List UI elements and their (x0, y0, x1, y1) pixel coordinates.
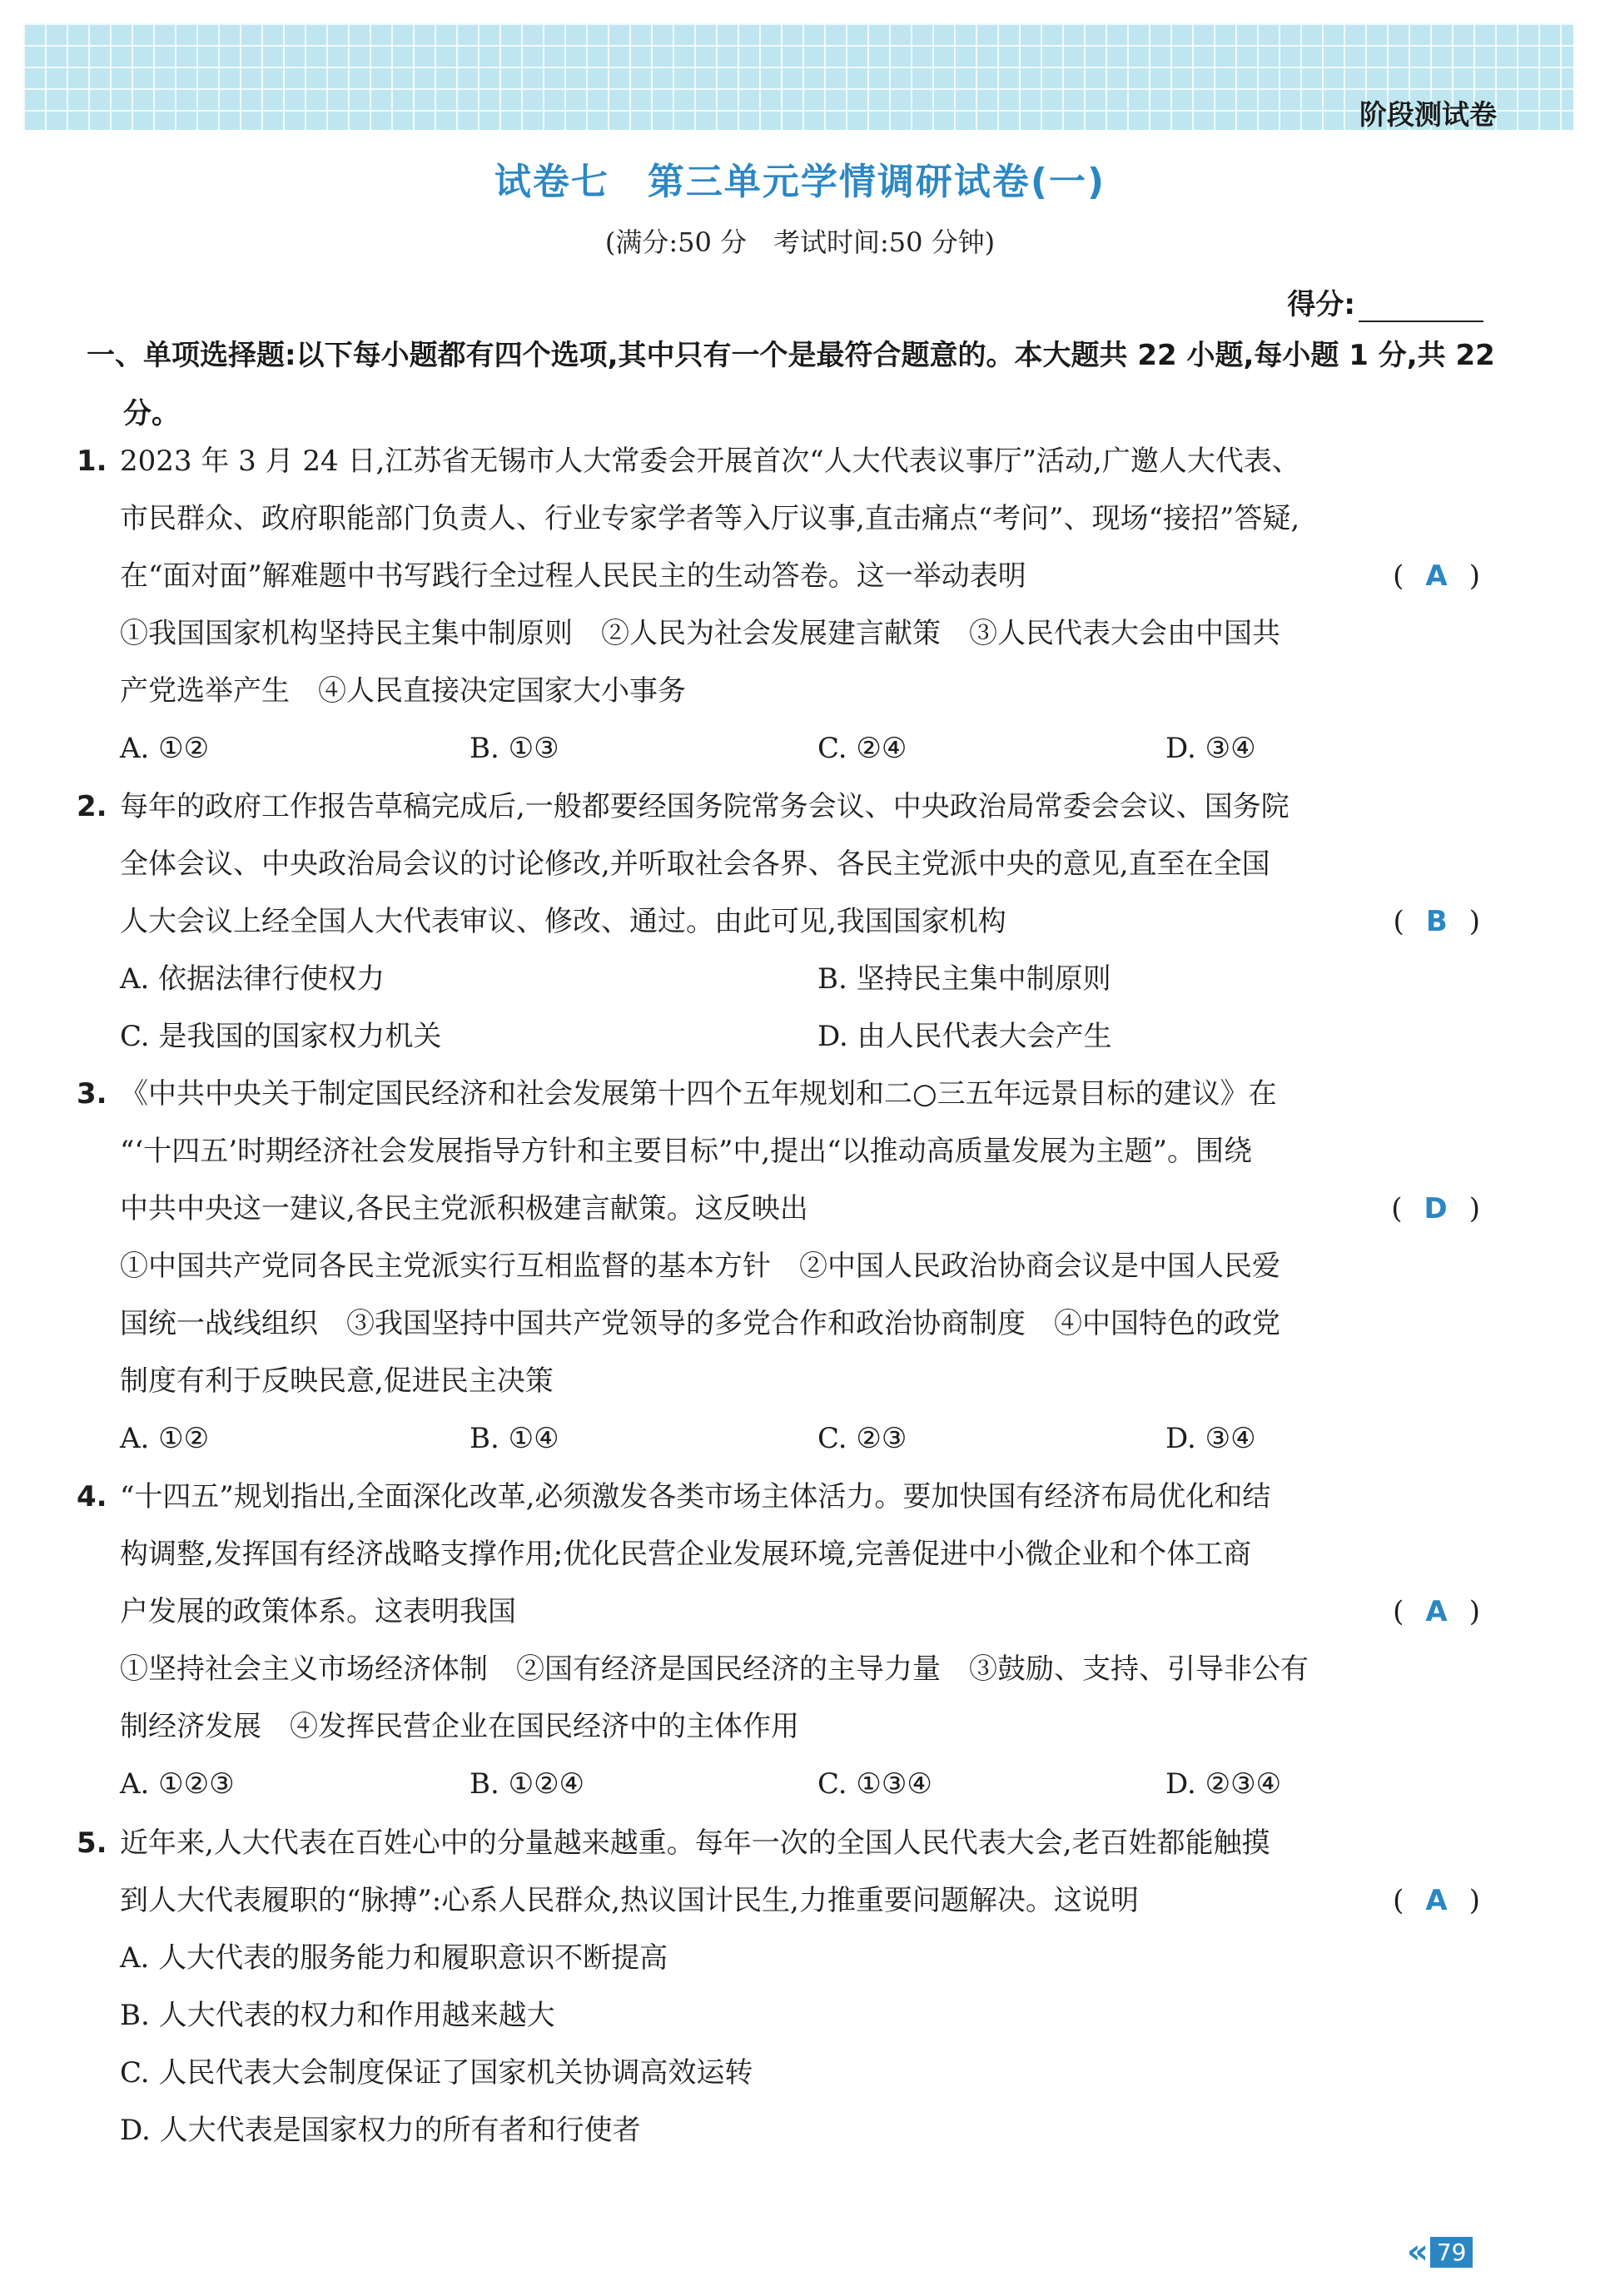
option-b[interactable]: B. ①②④ (470, 1767, 585, 1801)
question-text: 中共中央这一建议,各民主党派积极建言献策。这反映出 (120, 1192, 808, 1225)
score-blank[interactable] (1359, 291, 1483, 322)
section-heading: 一、单项选择题:以下每小题都有四个选项,其中只有一个是最符合题意的。本大题共 22 小题,每小题 1 分,共 22 分。 (87, 339, 1495, 430)
question-text: 全体会议、中央政治局会议的讨论修改,并听取社会各界、各民主党派中央的意见,直至在全国 (120, 847, 1270, 881)
question-number: 5. (77, 1826, 107, 1860)
statement-text: ①我国国家机构坚持民主集中制原则 ②人民为社会发展建言献策 ③人民代表大会由中国共 (120, 617, 1280, 650)
page-title: 试卷七 第三单元学情调研试卷(一) (494, 161, 1106, 203)
answer-letter: A (1425, 1884, 1451, 1917)
answer-bracket: ( D ) (1391, 1192, 1483, 1225)
statement-text: 国统一战线组织 ③我国坚持中国共产党领导的多党合作和政治协商制度 ④中国特色的政党 (120, 1307, 1280, 1340)
option-b[interactable]: B. ①③ (470, 732, 559, 765)
page-subtitle: (满分:50 分 考试时间:50 分钟) (604, 226, 996, 258)
option-d[interactable]: D. 人大代表是国家权力的所有者和行使者 (120, 2114, 641, 2147)
option-a[interactable]: A. ①② (120, 732, 210, 765)
question-text: “‘十四五’时期经济社会发展指导方针和主要目标”中,提出“以推动高质量发展为主题”。围绕 (120, 1135, 1252, 1168)
option-a[interactable]: A. 依据法律行使权力 (120, 962, 385, 996)
answer-bracket: ( A ) (1393, 1595, 1483, 1628)
option-d[interactable]: D. ③④ (1165, 732, 1256, 765)
page-number-tag (1407, 2233, 1473, 2271)
question-text: 近年来,人大代表在百姓心中的分量越来越重。每年一次的全国人民代表大会,老百姓都能触摸 (120, 1826, 1270, 1860)
option-d[interactable]: D. ②③④ (1165, 1767, 1282, 1801)
answer-bracket: ( A ) (1393, 1884, 1483, 1917)
option-b[interactable]: B. 坚持民主集中制原则 (817, 962, 1111, 996)
question-text: 构调整,发挥国有经济战略支撑作用;优化民营企业发展环境,完善促进中小微企业和个体工商 (120, 1538, 1252, 1571)
option-c[interactable]: C. 人民代表大会制度保证了国家机关协调高效运转 (120, 2056, 753, 2090)
option-a[interactable]: A. ①②③ (120, 1767, 235, 1801)
question-5 (77, 1815, 1483, 2159)
option-b[interactable]: B. ①④ (470, 1422, 559, 1455)
question-text: 在“面对面”解难题中书写践行全过程人民民主的生动答卷。这一举动表明 (120, 559, 1026, 593)
statement-text: ①坚持社会主义市场经济体制 ②国有经济是国民经济的主导力量 ③鼓励、支持、引导非公有 (120, 1652, 1309, 1686)
statement-text: 产党选举产生 ④人民直接决定国家大小事务 (120, 674, 686, 708)
option-a[interactable]: A. 人大代表的服务能力和履职意识不断提高 (120, 1941, 668, 1975)
page-number: 79 (1430, 2237, 1473, 2268)
option-c[interactable]: C. ①③④ (817, 1767, 932, 1801)
option-d[interactable]: D. ③④ (1165, 1422, 1256, 1455)
option-c[interactable]: C. ②③ (817, 1422, 907, 1455)
question-text: 《中共中央关于制定国民经济和社会发展第十四个五年规划和二○三五年远景目标的建议》在 (120, 1077, 1277, 1111)
question-4 (77, 1469, 1483, 1813)
header-label: 阶段测试卷 (1359, 98, 1497, 131)
question-1 (77, 433, 1483, 778)
question-text: 每年的政府工作报告草稿完成后,一般都要经国务院常务会议、中央政治局常委会会议、国务院 (120, 790, 1289, 823)
answer-bracket: ( A ) (1393, 559, 1483, 593)
answer-letter: A (1425, 559, 1451, 593)
question-number: 1. (77, 445, 107, 478)
question-text: 市民群众、政府职能部门负责人、行业专家学者等入厅议事,直击痛点“考问”、现场“接招”答疑, (120, 502, 1300, 535)
question-text: 户发展的政策体系。这表明我国 (120, 1595, 516, 1628)
question-number: 2. (77, 790, 107, 823)
option-c[interactable]: C. 是我国的国家权力机关 (120, 1020, 442, 1053)
question-number: 3. (77, 1077, 107, 1111)
answer-letter: B (1425, 905, 1451, 938)
answer-letter: D (1424, 1192, 1451, 1225)
statement-text: 制度有利于反映民意,促进民主决策 (120, 1364, 554, 1398)
option-a[interactable]: A. ①② (120, 1422, 210, 1455)
question-text: “十四五”规划指出,全面深化改革,必须激发各类市场主体活力。要加快国有经济布局优化和结 (120, 1480, 1271, 1513)
score-field (1287, 281, 1483, 322)
answer-letter: A (1425, 1595, 1451, 1628)
question-text: 到人大代表履职的“脉搏”:心系人民群众,热议国计民生,力推重要问题解决。这说明 (120, 1884, 1139, 1917)
header-band (23, 23, 1573, 130)
answer-bracket: ( B ) (1393, 905, 1483, 938)
option-d[interactable]: D. 由人民代表大会产生 (817, 1020, 1112, 1053)
double-chevron-left-icon: « (1407, 2233, 1422, 2271)
question-number: 4. (77, 1480, 107, 1513)
question-3 (77, 1066, 1483, 1468)
question-text: 2023 年 3 月 24 日,江苏省无锡市人大常委会开展首次“人大代表议事厅”活动,广邀人大代表、 (120, 445, 1300, 478)
option-b[interactable]: B. 人大代表的权力和作用越来越大 (120, 1999, 555, 2032)
score-label: 得分: (1287, 288, 1355, 321)
question-text: 人大会议上经全国人大代表审议、修改、通过。由此可见,我国国家机构 (120, 905, 1006, 938)
statement-text: ①中国共产党同各民主党派实行互相监督的基本方针 ②中国人民政治协商会议是中国人民爱 (120, 1250, 1280, 1283)
option-c[interactable]: C. ②④ (817, 732, 907, 765)
statement-text: 制经济发展 ④发挥民营企业在国民经济中的主体作用 (120, 1710, 799, 1743)
question-2 (77, 778, 1483, 1066)
